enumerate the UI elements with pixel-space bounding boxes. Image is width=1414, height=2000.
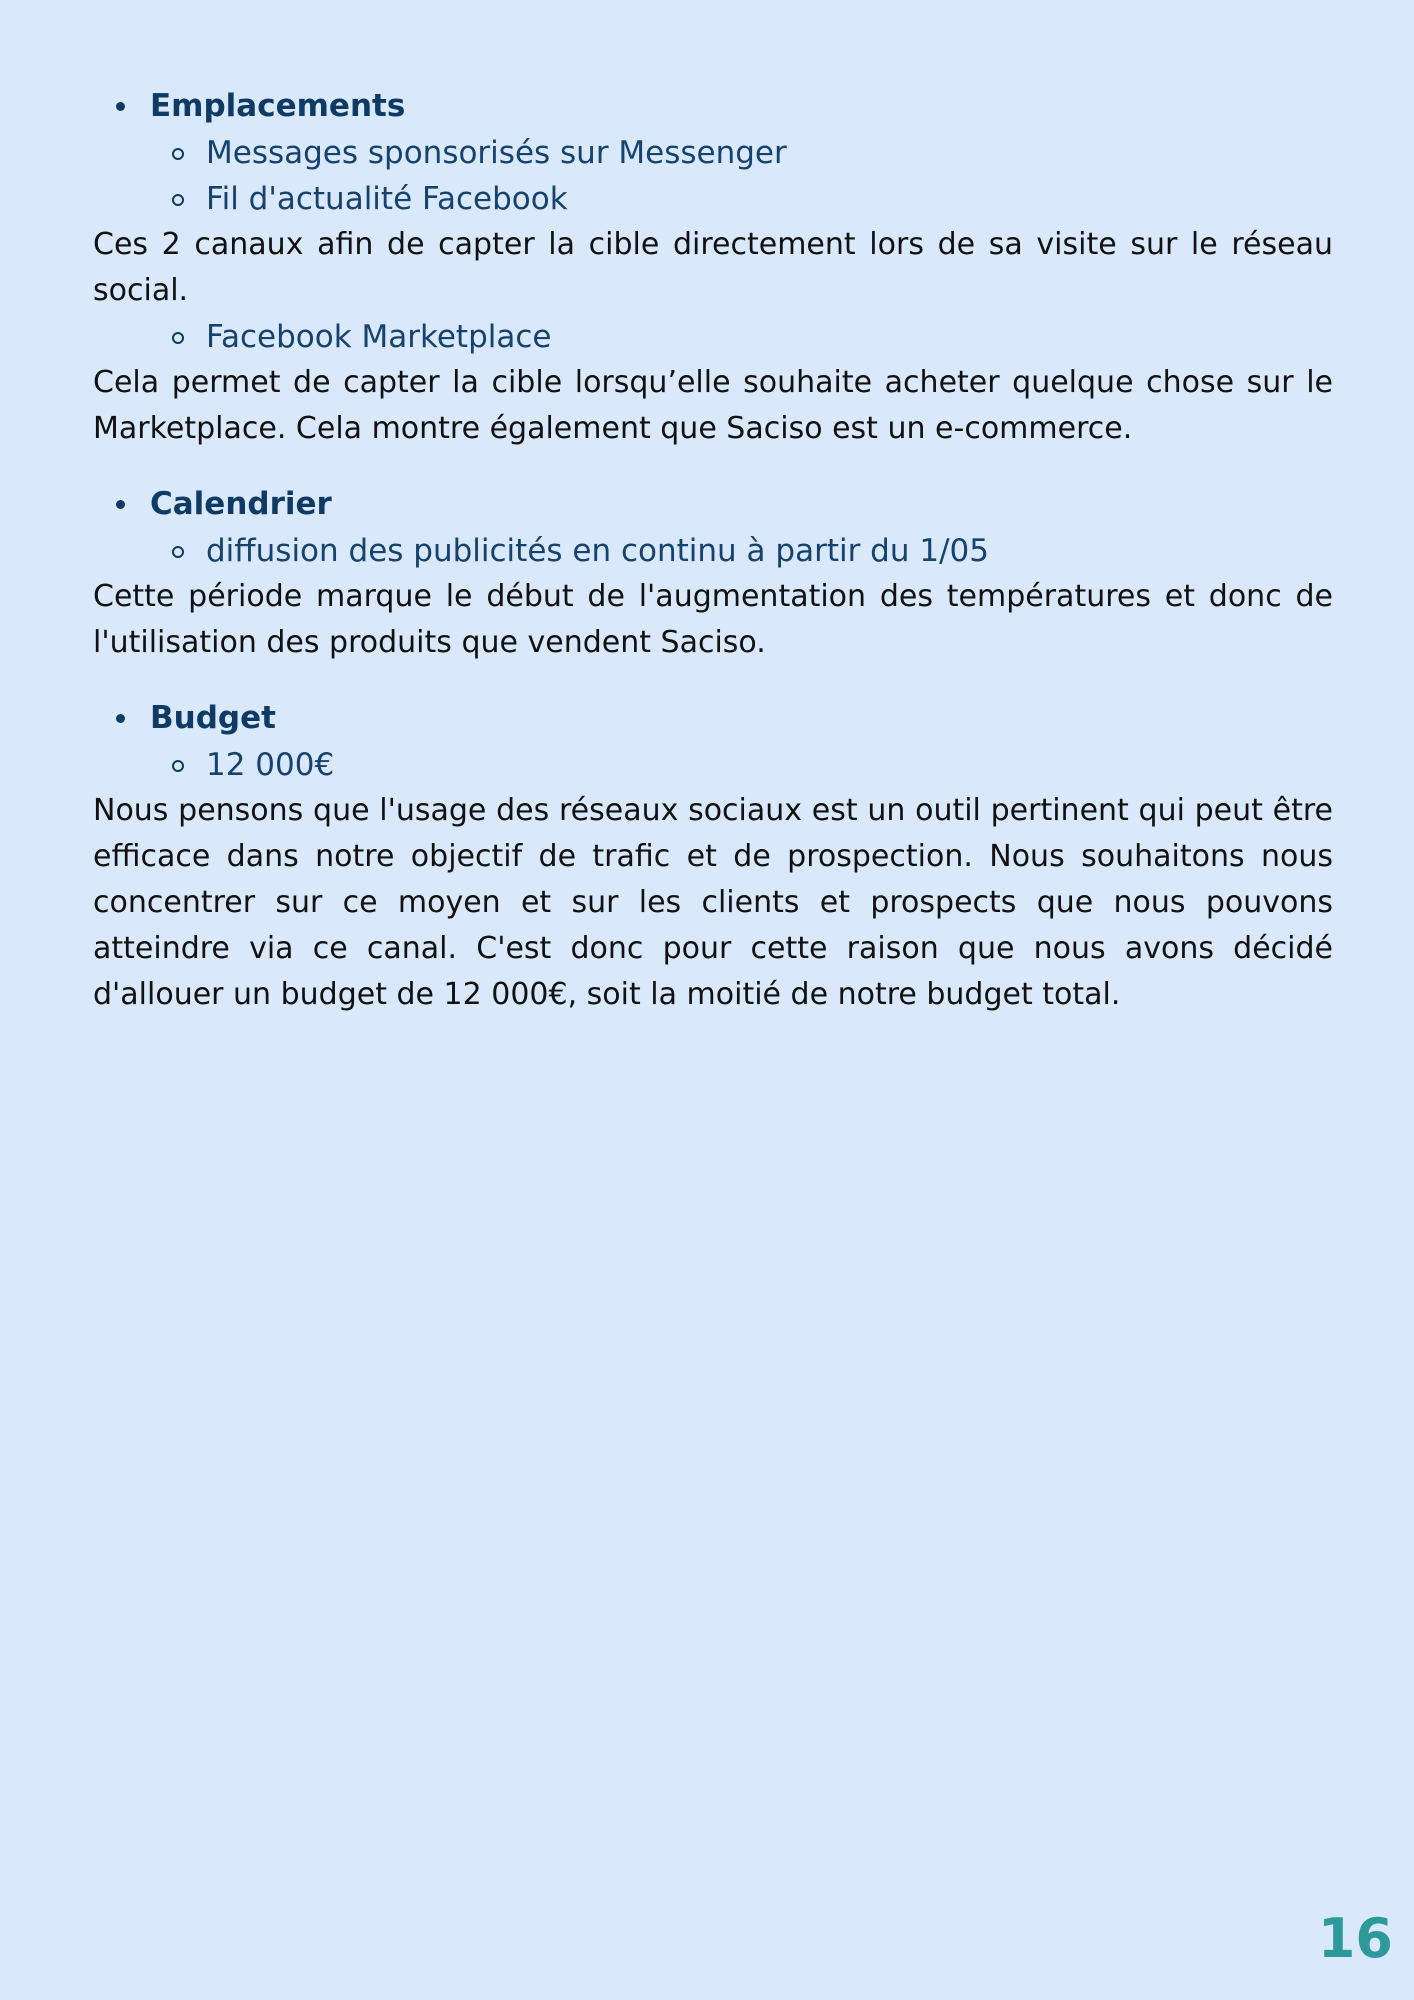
section-title: Calendrier	[150, 486, 332, 522]
ring-bullet-icon	[172, 760, 184, 772]
list-item-text: Messages sponsorisés sur Messenger	[206, 135, 787, 171]
bullet-icon	[116, 102, 125, 111]
list-item-text: diffusion des publicités en continu à partir du 1/05	[206, 533, 989, 569]
section-title: Budget	[150, 700, 276, 736]
paragraph: Ces 2 canaux afin de capter la cible directement lors de sa visite sur le réseau social.	[93, 227, 1333, 308]
paragraph: Cette période marque le début de l'augmentation des températures et donc de l'utilisation des produits que vendent Saciso.	[93, 579, 1333, 660]
ring-bullet-icon	[172, 332, 184, 344]
ring-bullet-icon	[172, 148, 184, 160]
list-item	[93, 742, 1333, 788]
list-item-text: 12 000€	[206, 747, 335, 783]
list-item	[93, 314, 1333, 360]
list-item-text: Fil d'actualité Facebook	[206, 181, 568, 217]
list-item	[93, 130, 1333, 176]
paragraph: Nous pensons que l'usage des réseaux sociaux est un outil pertinent qui peut être efficace dans notre objectif de trafic et de prospection. Nous souhaitons nous concentrer sur ce moyen et sur les clients et prospects que nous pouvons atteindre via ce canal. C'est donc pour cette raison que nous avons décidé d'allouer un budget de 12 000€, soit la moitié de notre budget total.	[93, 793, 1333, 1012]
page-content	[93, 82, 1333, 1018]
list-item-text: Facebook Marketplace	[206, 319, 552, 355]
bullet-icon	[116, 500, 125, 509]
bullet-icon	[116, 714, 125, 723]
list-item	[93, 528, 1333, 574]
paragraph: Cela permet de capter la cible lorsqu’elle souhaite acheter quelque chose sur le Marketplace. Cela montre également que Saciso est un e-commerce.	[93, 365, 1333, 446]
ring-bullet-icon	[172, 194, 184, 206]
section-heading-budget	[93, 694, 1333, 742]
section-heading-calendrier	[93, 480, 1333, 528]
list-item	[93, 176, 1333, 222]
ring-bullet-icon	[172, 546, 184, 558]
page-number: 16	[1317, 1907, 1393, 1970]
section-heading-emplacements	[93, 82, 1333, 130]
section-title: Emplacements	[150, 88, 406, 124]
